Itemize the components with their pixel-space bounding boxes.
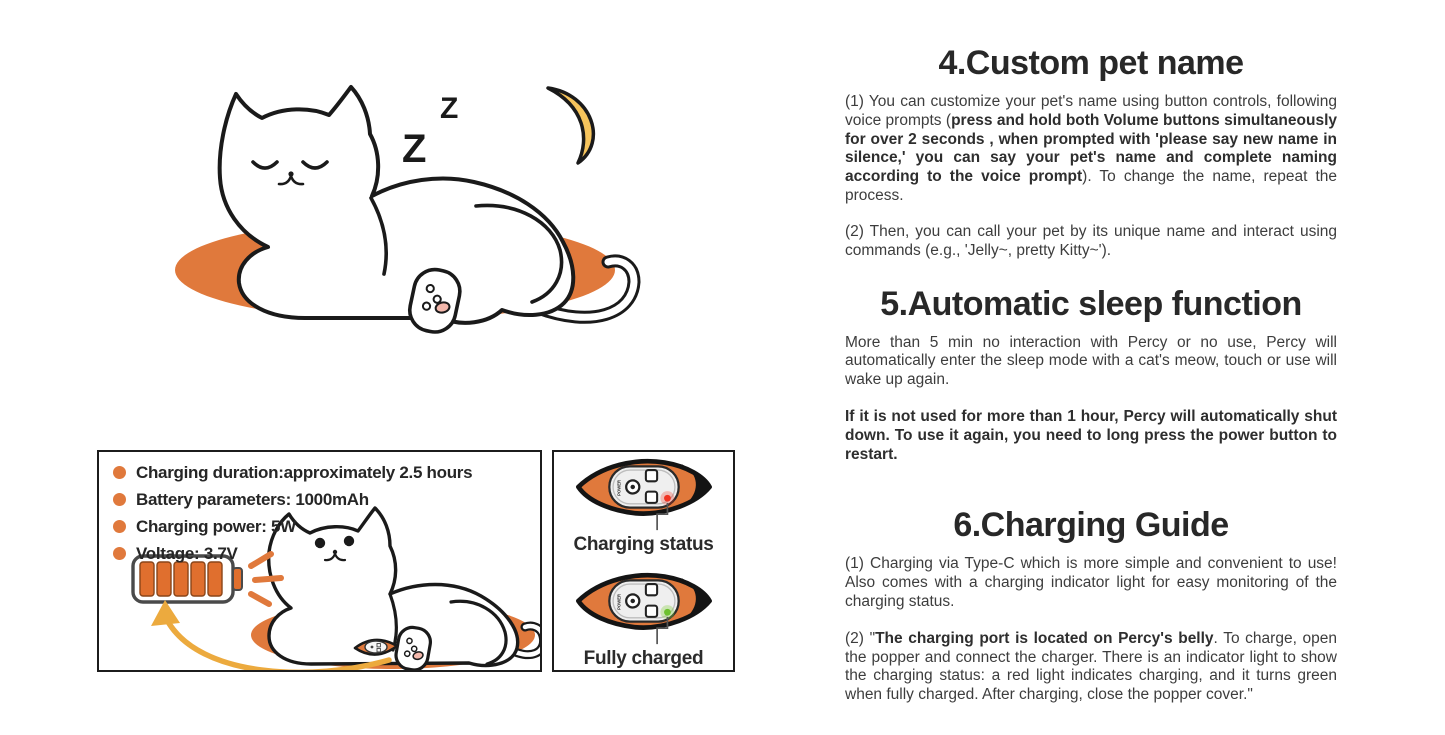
paragraph-bold-text: The charging port is located on Percy's belly (875, 629, 1214, 647)
bullet-icon (113, 493, 126, 506)
device-fully-charged-illustration (566, 570, 722, 645)
charging-paragraph-1: (1) Charging via Type-C which is more simple and convenient to use! Also comes with a charging indicator light for easy monitoring of the charging status. (845, 555, 1337, 611)
sleep-paragraph-1: More than 5 min no interaction with Percy or no use, Percy will automatically enter the sleep mode with a cat's meow, touch or use will wake up again. (845, 333, 1337, 389)
spec-item (113, 459, 472, 486)
volume-down-button-icon (645, 606, 656, 617)
bullet-icon (113, 547, 126, 560)
power-label: POWER (616, 479, 622, 496)
volume-up-button-icon (645, 470, 656, 481)
section-title-custom-pet-name: 4.Custom pet name (938, 44, 1244, 82)
led-red-icon (664, 495, 671, 502)
power-button-dot (630, 599, 635, 604)
cat-body (220, 87, 574, 323)
custom-name-paragraph-2: (2) Then, you can call your pet by its unique name and interact using commands (e.g., 'Jelly~, pretty Kitty~'). (845, 222, 1337, 259)
instructions-column (845, 44, 1337, 705)
device-charging-illustration (566, 456, 722, 531)
power-label: POWER (616, 593, 622, 610)
charging-paragraph-2 (845, 630, 1337, 705)
paragraph-text: (2) " (845, 629, 876, 647)
zzz-text-large: Z (402, 127, 427, 171)
spec-list (113, 459, 472, 567)
charging-status-box (552, 450, 735, 672)
paragraph-text: . To charge, open the popper and connect the charger. There is an indicator light to show the charging status: a red light indicates charging, and it turns green when fully charged. After charging, close the popper cover." (845, 629, 1337, 704)
spec-item-label: Voltage: 3.7V (136, 543, 238, 563)
custom-name-paragraph-1 (845, 93, 1337, 206)
led-green-icon (664, 609, 671, 616)
power-button-dot (630, 485, 635, 490)
bullet-icon (113, 466, 126, 479)
fully-charged-label: Fully charged (583, 648, 704, 669)
spec-item-label: Battery parameters: 1000mAh (136, 489, 369, 509)
spec-item (113, 513, 472, 540)
sleeping-cat-illustration (140, 50, 650, 355)
charging-status-label: Charging status (573, 534, 714, 555)
paragraph-text: ). To change the name, repeat the process. (845, 168, 1337, 205)
spec-item (113, 540, 472, 567)
spec-item-label: Charging power: 5W (136, 516, 296, 536)
spec-item (113, 486, 472, 513)
volume-up-button-icon (645, 584, 656, 595)
bullet-icon (113, 520, 126, 533)
spec-item-label: Charging duration:approximately 2.5 hours (136, 462, 473, 482)
zzz-text-small: Z (440, 92, 459, 125)
volume-down-button-icon (645, 492, 656, 503)
paragraph-bold-text: press and hold both Volume buttons simultaneously for over 2 seconds , when prompted with 'please say new name in silence,' you can say your pet's name and complete naming according to the voice prompt (845, 111, 1337, 186)
sleep-paragraph-2: If it is not used for more than 1 hour, Percy will automatically shut down. To use it again, you need to long press the power button to restart. (845, 407, 1337, 463)
paragraph-text: (1) You can customize your pet's name using button controls, following voice prompts ( (845, 93, 1337, 129)
section-title-automatic-sleep: 5.Automatic sleep function (880, 285, 1302, 324)
charging-spec-box (97, 450, 542, 672)
crescent-moon-icon (548, 88, 593, 163)
section-title-charging-guide: 6.Charging Guide (953, 506, 1229, 545)
